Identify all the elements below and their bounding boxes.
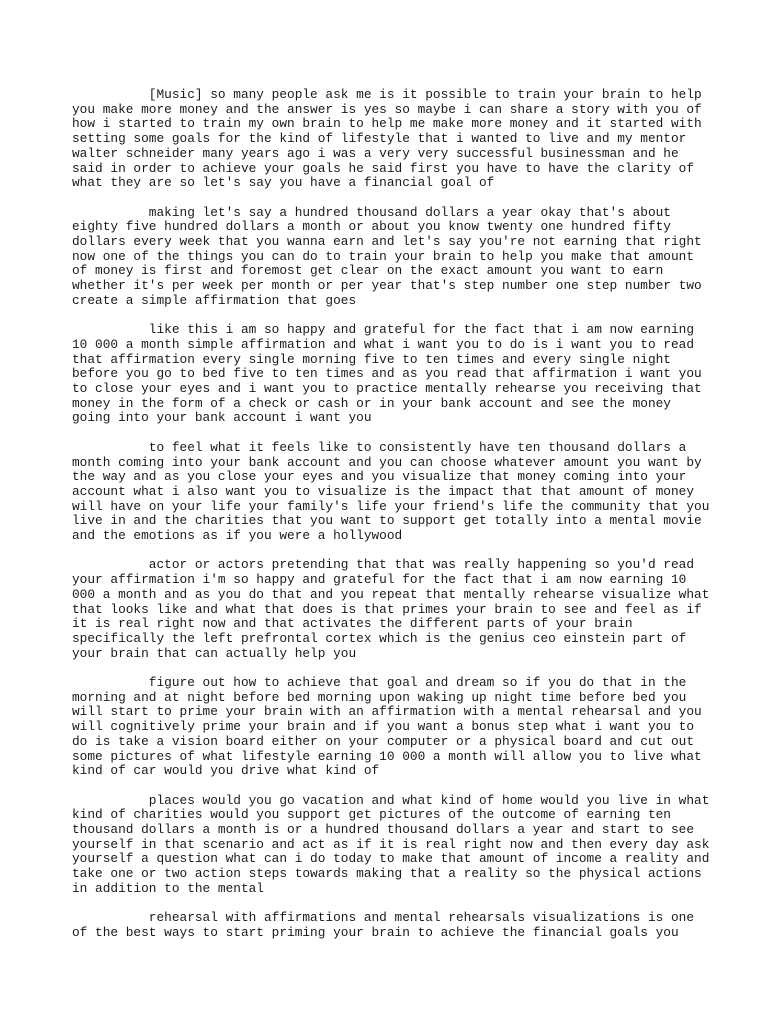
document-page (72, 88, 712, 955)
paragraph-3: like this i am so happy and grateful for the fact that i am now earning 10 000 a month simple affirmation and what i want you to do is i want you to read that affirmation every single morning five to ten times and every single night before you go to bed five to ten times and as you read that affirmation i want you to close your eyes and i want you to practice mentally rehearse you receiving that money in the form of a check or cash or in your bank account and see the money going into your bank account i want you (72, 322, 702, 426)
paragraph-1: [Music] so many people ask me is it possible to train your brain to help you make more money and the answer is yes so maybe i can share a story with you of how i started to train my own brain to help me make more money and it started with setting some goals for the kind of lifestyle that i wanted to live and my mentor walter schneider many years ago i was a very very successful businessman and he said in order to achieve your goals he said first you have to have the clarity of what they are so let's say you have a financial goal of (72, 87, 702, 191)
paragraph-2: making let's say a hundred thousand dollars a year okay that's about eighty five hundred dollars a month or about you know twenty one hundred fifty dollars every week that you wanna earn and let's say you're not earning that right now one of the things you can do to train your brain to help you make that amount of money is first and foremost get clear on the exact amount you want to earn whether it's per week per month or per year that's step number one step number two create a simple affirmation that goes (72, 204, 702, 308)
paragraph-7: places would you go vacation and what kind of home would you live in what kind of charities would you support get pictures of the outcome of earning ten thousand dollars a month is or a hundred thousand dollars a year and start to see yourself in that scenario and act as if it is real right now and then every day ask yourself a question what can i do today to make that amount of income a reality and take one or two action steps towards making that a reality so the physical actions in addition to the mental (72, 792, 710, 896)
paragraph-6: figure out how to achieve that goal and dream so if you do that in the morning and at night before bed morning upon waking up night time before bed you will start to prime your brain with an affirmation with a mental rehearsal and you will cognitively prime your brain and if you want a bonus step what i want you to do is take a vision board either on your computer or a physical board and cut out some pictures of what lifestyle earning 10 000 a month will allow you to live what kind of car would you drive what kind of (72, 675, 702, 779)
paragraph-8: rehearsal with affirmations and mental rehearsals visualizations is one of the best ways to start priming your brain to achieve the financial goals you (72, 910, 695, 940)
paragraph-4: to feel what it feels like to consistently have ten thousand dollars a month coming into your bank account and you can choose whatever amount you want by the way and as you close your eyes and you visualize that money coming into your account what i also want you to visualize is the impact that that amount of money will have on your life your family's life your friend's life the community that you live in and the charities that you want to support get totally into a mental movie and the emotions as if you were a hollywood (72, 439, 710, 544)
paragraph-5: actor or actors pretending that that was really happening so you'd read your affirmation i'm so happy and grateful for the fact that i am now earning 10 000 a month and as you do that and you repeat that mentally rehearse visualize what that looks like and what that does is that primes your brain to see and feel as if it is real right now and that activates the different parts of your brain specifically the left prefrontal cortex which is the genius ceo einstein part of your brain that can actually help you (72, 557, 710, 661)
